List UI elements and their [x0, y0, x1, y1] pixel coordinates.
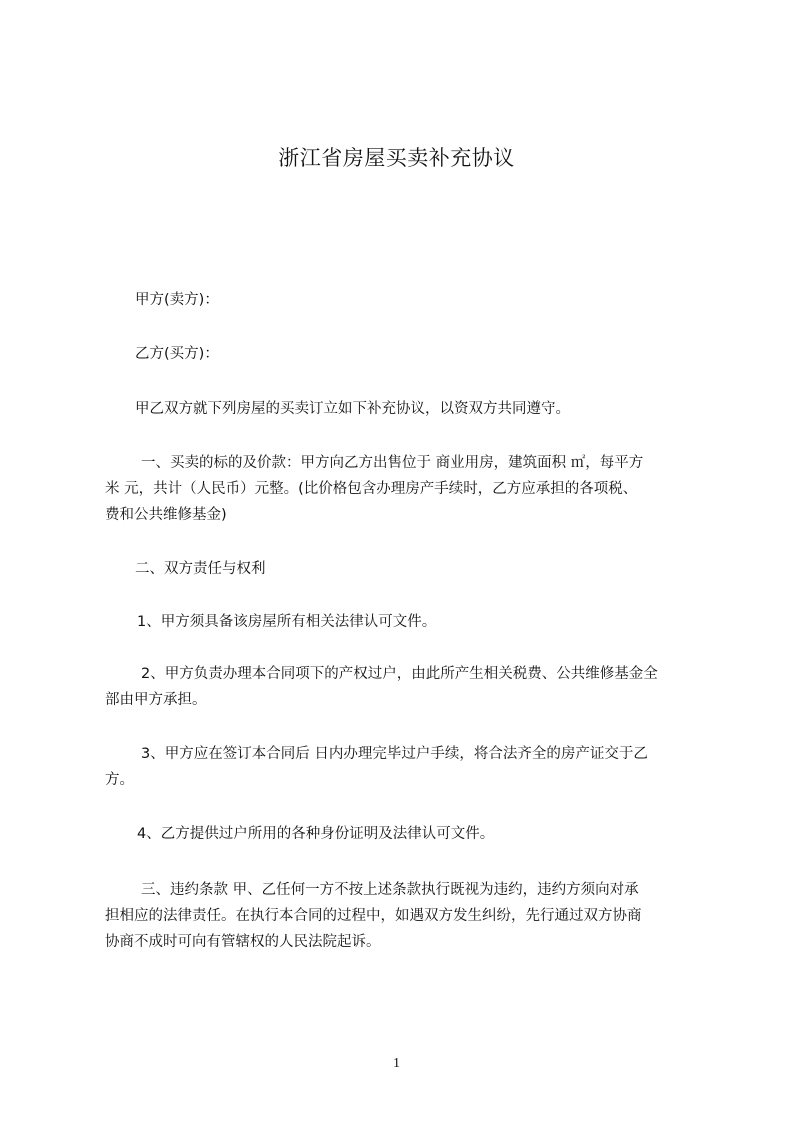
- item-2-line-1: 2、甲方负责办理本合同项下的产权过户，由此所产生相关税费、公共维修基金全: [141, 666, 658, 682]
- clause-1-paragraph: [105, 450, 715, 528]
- clause-1-line-3: 费和公共维修基金): [105, 507, 227, 523]
- clause-2-heading: 二、双方责任与权利: [135, 561, 266, 577]
- party-a-line: 甲方(卖方)：: [135, 292, 219, 308]
- intro-paragraph: 甲乙双方就下列房屋的买卖订立如下补充协议，以资双方共同遵守。: [135, 401, 570, 417]
- clause-3-line-2: 担相应的法律责任。在执行本合同的过程中，如遇双方发生纠纷，先行通过双方协商: [105, 908, 642, 924]
- clause-1-line-2: 米 元，共计（人民币）元整。(比价格包含办理房产手续时，乙方应承担的各项税、: [105, 481, 638, 497]
- clause-3-line-1: 三、违约条款 甲、乙任何一方不按上述条款执行既视为违约，违约方须向对承: [141, 882, 639, 898]
- clause-1-line-1: 一、买卖的标的及价款：甲方向乙方出售位于 商业用房，建筑面积 ㎡，每平方: [141, 455, 644, 471]
- item-3-line-2: 方。: [105, 772, 134, 788]
- clause-3-paragraph: [105, 877, 715, 955]
- clause-3-line-3: 协商不成时可向有管辖权的人民法院起诉。: [105, 934, 381, 950]
- item-2-paragraph: [105, 661, 715, 713]
- item-3-line-1: 3、甲方应在签订本合同后 日内办理完毕过户手续，将合法齐全的房产证交于乙: [141, 746, 648, 762]
- item-1-paragraph: 1、甲方须具备该房屋所有相关法律认可文件。: [137, 614, 437, 630]
- item-2-line-2: 部由甲方承担。: [105, 692, 207, 708]
- page-number: 1: [393, 1056, 400, 1071]
- party-b-line: 乙方(买方)：: [135, 346, 219, 362]
- item-3-paragraph: [105, 741, 715, 793]
- item-4-paragraph: 4、乙方提供过户所用的各种身份证明及法律认可文件。: [137, 826, 495, 842]
- document-title: 浙江省房屋买卖补充协议: [278, 146, 515, 170]
